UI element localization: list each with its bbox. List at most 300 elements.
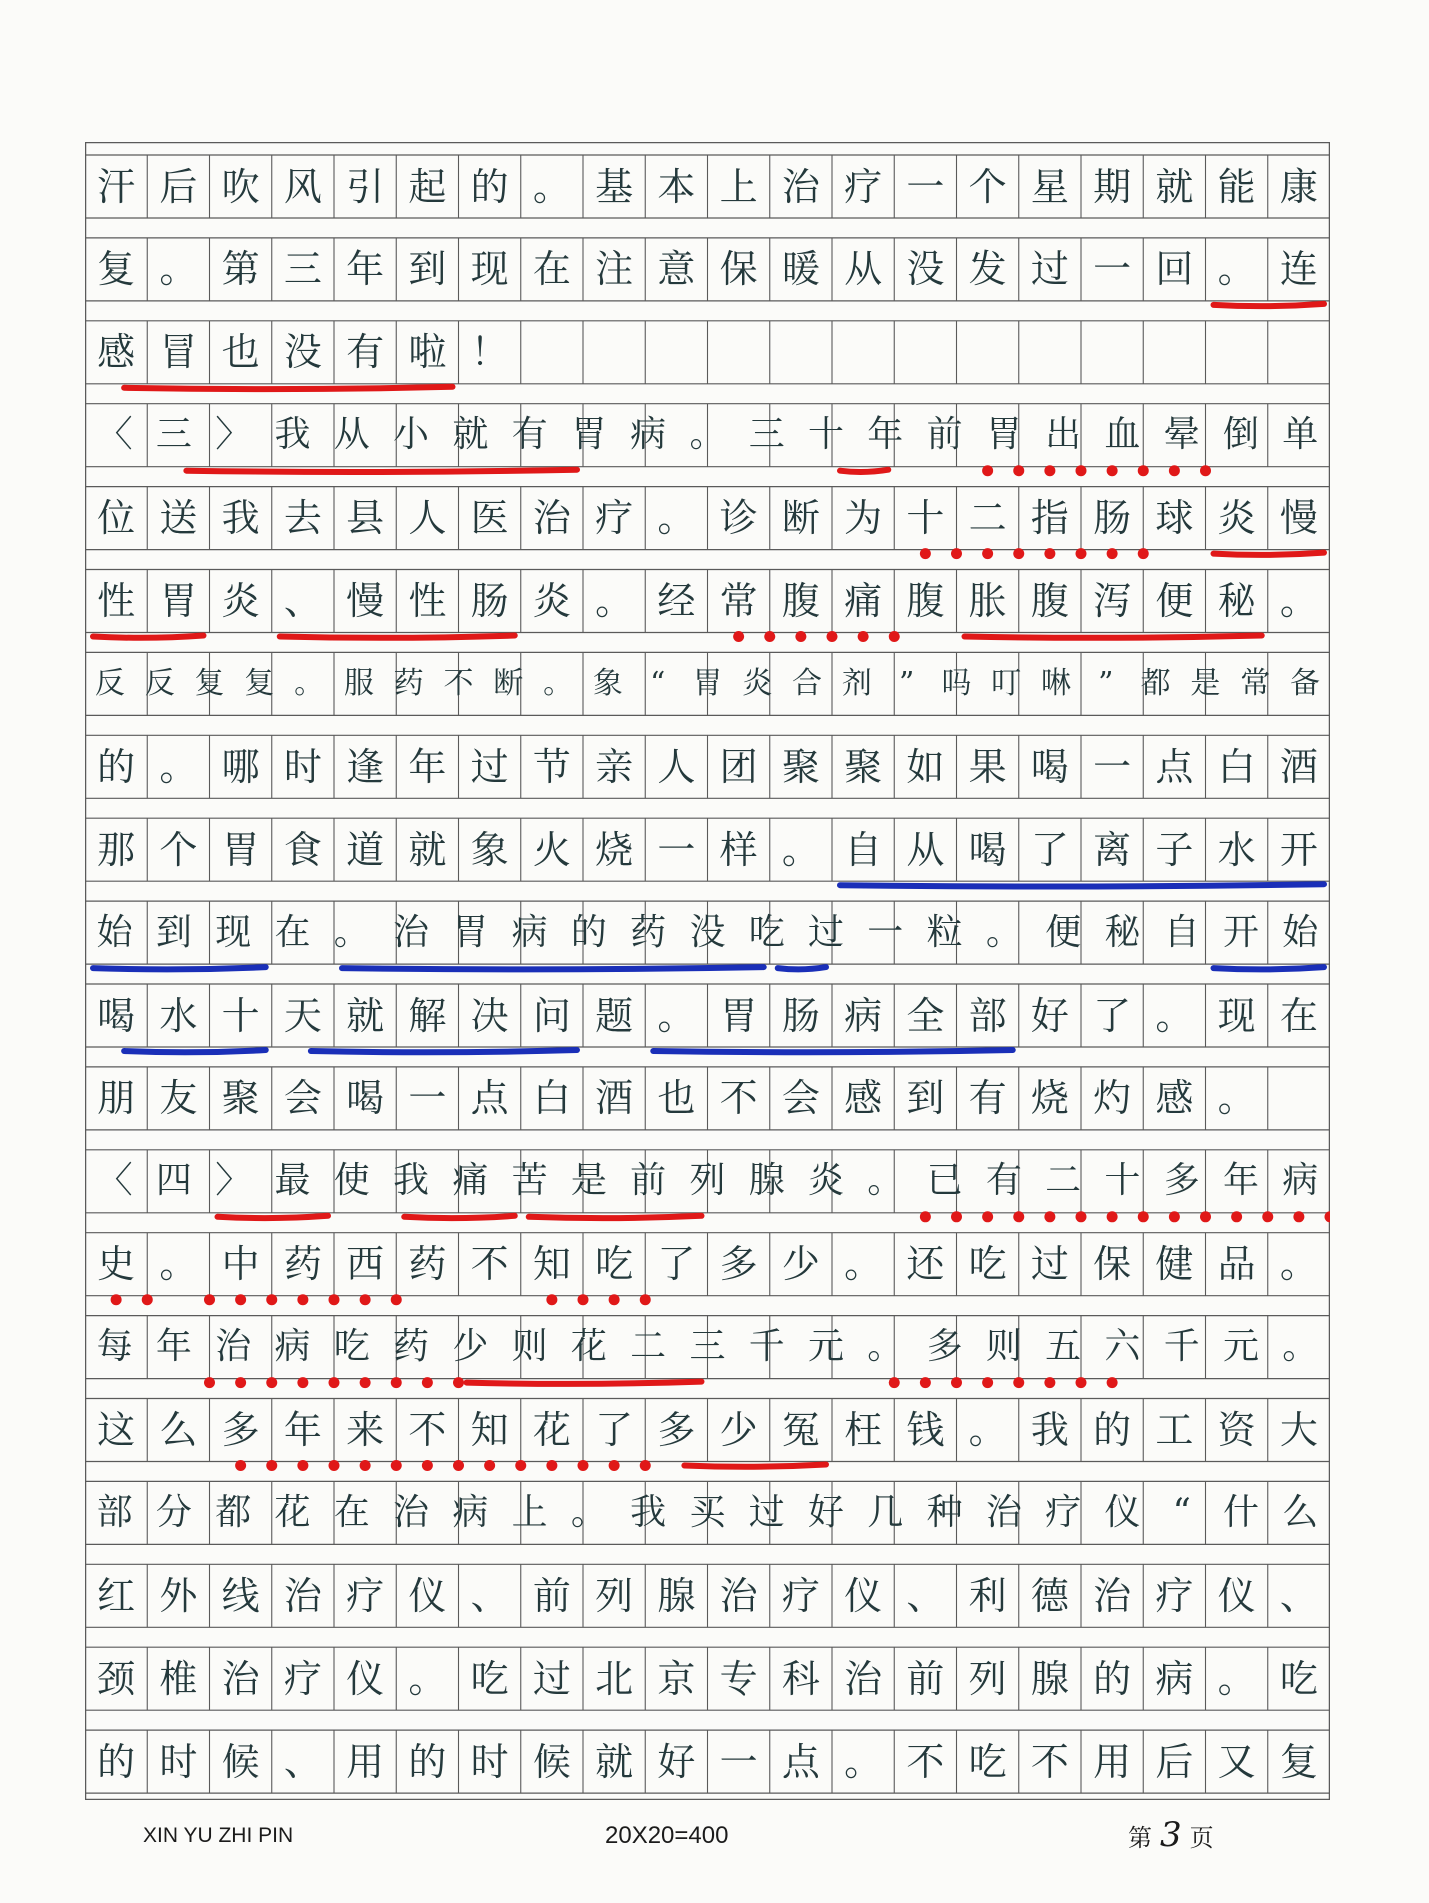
character-cell: 〉 xyxy=(215,1160,252,1202)
character-cell: “ xyxy=(649,665,666,701)
character-cell: 药 xyxy=(283,1242,322,1287)
character-cell: 、 xyxy=(906,1573,945,1618)
character-cell: 火 xyxy=(532,827,571,872)
character-cell: 钱 xyxy=(906,1408,945,1452)
character-cell: 去 xyxy=(283,496,322,541)
character-cell: 不 xyxy=(408,1408,447,1452)
character-cell: 、 xyxy=(283,579,322,623)
character-cell: 治 xyxy=(215,1326,252,1368)
character-cell: 吃 xyxy=(595,1242,634,1287)
character-cell: 少 xyxy=(781,1242,820,1287)
manuscript-sheet xyxy=(85,142,1330,1800)
page-prefix: 第 xyxy=(1128,1824,1152,1852)
text-row xyxy=(85,652,1330,715)
character-cell: 炎 xyxy=(1217,496,1256,541)
character-cell: ！ xyxy=(470,330,509,375)
character-cell: 从 xyxy=(906,827,945,872)
character-cell: 三 xyxy=(689,1326,726,1368)
character-cell: 不 xyxy=(906,1739,945,1784)
character-cell: 朋 xyxy=(97,1076,136,1121)
character-cell: 白 xyxy=(532,1076,571,1121)
character-cell: 离 xyxy=(1093,827,1132,872)
character-cell: 。 xyxy=(1279,579,1318,623)
character-cell: 肠 xyxy=(1093,496,1132,541)
character-cell: 则 xyxy=(985,1326,1022,1368)
character-cell: 。 xyxy=(294,665,325,701)
character-cell: 。 xyxy=(333,911,370,953)
character-cell: 过 xyxy=(532,1656,571,1701)
character-cell: 前 xyxy=(906,1656,945,1701)
character-cell: 。 xyxy=(159,744,198,789)
character-cell: 是 xyxy=(1190,665,1221,701)
character-cell: 买 xyxy=(689,1491,726,1533)
character-cell: 胃 xyxy=(221,827,260,872)
character-cell: 的 xyxy=(470,164,509,209)
character-cell: 又 xyxy=(1217,1739,1256,1784)
character-cell: 药 xyxy=(393,1326,430,1368)
character-cell: 秘 xyxy=(1217,579,1256,623)
text-row xyxy=(85,1233,1330,1296)
character-cell: 分 xyxy=(155,1491,192,1533)
character-cell: 的 xyxy=(570,911,607,953)
character-cell: 什 xyxy=(1222,1491,1259,1533)
character-cell: 。 xyxy=(844,1242,883,1287)
character-cell: 治 xyxy=(719,1573,758,1618)
character-cell: 从 xyxy=(844,247,883,292)
character-cell: 利 xyxy=(968,1573,1007,1618)
character-cell: 节 xyxy=(532,744,571,789)
character-cell: 。 xyxy=(867,1160,904,1202)
character-cell: 现 xyxy=(215,911,252,953)
character-cell: 的 xyxy=(97,744,136,789)
text-row xyxy=(85,1730,1330,1793)
character-cell: 枉 xyxy=(844,1408,883,1452)
character-cell: 有 xyxy=(985,1160,1022,1202)
character-cell: 了 xyxy=(1093,993,1132,1038)
character-cell: 。 xyxy=(532,164,571,209)
character-cell: 治 xyxy=(283,1573,322,1618)
character-cell: 哪 xyxy=(221,744,260,789)
character-cell: 断 xyxy=(781,496,820,541)
character-cell: 少 xyxy=(719,1408,758,1452)
character-cell: 最 xyxy=(274,1160,311,1202)
character-cell: 这 xyxy=(97,1408,136,1452)
character-cell: 的 xyxy=(1093,1656,1132,1701)
character-cell: 。 xyxy=(1217,1656,1256,1701)
character-cell: 病 xyxy=(1282,1160,1319,1202)
character-cell: 年 xyxy=(346,247,385,292)
character-cell: 年 xyxy=(867,414,904,456)
character-cell: 年 xyxy=(408,744,447,789)
character-cell: 不 xyxy=(443,665,474,701)
text-row xyxy=(85,155,1330,218)
character-cell: 没 xyxy=(689,911,726,953)
character-cell: 后 xyxy=(159,164,198,209)
character-cell: 就 xyxy=(452,414,489,456)
character-cell: 炎 xyxy=(742,665,773,701)
character-cell: 球 xyxy=(1155,496,1194,541)
character-cell: 来 xyxy=(346,1408,385,1452)
character-cell: 能 xyxy=(1217,164,1256,209)
character-cell: 注 xyxy=(595,247,634,292)
character-cell: 红 xyxy=(97,1573,136,1618)
character-cell: 。 xyxy=(867,1326,904,1368)
character-cell: 治 xyxy=(393,911,430,953)
text-row xyxy=(85,901,1330,964)
character-cell: 白 xyxy=(1217,744,1256,789)
character-cell: 剂 xyxy=(841,665,872,701)
character-cell: 也 xyxy=(221,330,260,375)
character-cell: 点 xyxy=(470,1076,509,1121)
text-row xyxy=(85,321,1330,384)
character-cell: 了 xyxy=(595,1408,634,1452)
character-cell: 、 xyxy=(283,1739,322,1784)
text-row xyxy=(85,487,1330,550)
character-cell: 种 xyxy=(926,1491,963,1533)
character-cell: 吗 xyxy=(941,665,972,701)
character-cell: 烧 xyxy=(595,827,634,872)
character-cell: 有 xyxy=(511,414,548,456)
character-cell: 还 xyxy=(906,1242,945,1287)
character-cell: 腹 xyxy=(1030,579,1069,623)
character-cell: 啦 xyxy=(408,330,447,375)
character-cell: 列 xyxy=(689,1160,726,1202)
character-cell: 个 xyxy=(968,164,1007,209)
character-cell: 诊 xyxy=(719,496,758,541)
character-cell: 专 xyxy=(719,1656,758,1701)
character-cell: 反 xyxy=(144,665,175,701)
character-cell: 喝 xyxy=(97,993,136,1038)
character-cell: 吃 xyxy=(968,1242,1007,1287)
character-cell: 始 xyxy=(96,911,133,953)
character-cell: 开 xyxy=(1222,911,1259,953)
character-cell: 了 xyxy=(1030,827,1069,872)
character-cell: 就 xyxy=(595,1739,634,1784)
character-cell: 位 xyxy=(97,496,136,541)
character-cell: 好 xyxy=(657,1739,696,1784)
character-cell: 炎 xyxy=(532,579,571,623)
character-cell: 病 xyxy=(274,1326,311,1368)
character-cell: 〉 xyxy=(215,414,252,456)
character-cell: 血 xyxy=(1104,414,1141,456)
character-cell: 就 xyxy=(346,993,385,1038)
character-cell: 冒 xyxy=(159,330,198,375)
character-cell: 晕 xyxy=(1163,414,1200,456)
character-cell: 粒 xyxy=(926,911,963,953)
text-row xyxy=(85,735,1330,798)
character-cell: 复 xyxy=(97,247,136,292)
character-cell: 聚 xyxy=(221,1076,260,1121)
character-cell: 决 xyxy=(470,993,509,1038)
character-cell: 果 xyxy=(968,744,1007,789)
character-cell: 便 xyxy=(1045,911,1082,953)
character-cell: 吃 xyxy=(968,1739,1007,1784)
footer-grid-size: 20X20=400 xyxy=(605,1822,729,1849)
character-cell: 叮 xyxy=(991,665,1022,701)
character-cell: 小 xyxy=(393,414,430,456)
character-cell: 胃 xyxy=(570,414,607,456)
character-cell: 感 xyxy=(97,330,136,375)
character-cell: ” xyxy=(898,665,915,701)
character-cell: 〈 xyxy=(96,1160,133,1202)
handwritten-text xyxy=(85,142,1330,1800)
page-suffix: 页 xyxy=(1189,1824,1214,1852)
character-cell: 基 xyxy=(595,164,634,209)
character-cell: 。 xyxy=(689,414,726,456)
character-cell: 全 xyxy=(906,993,945,1038)
character-cell: 。 xyxy=(408,1656,447,1701)
character-cell: 健 xyxy=(1155,1242,1194,1287)
character-cell: 我 xyxy=(274,414,311,456)
text-row xyxy=(85,238,1330,301)
character-cell: 那 xyxy=(97,827,136,872)
character-cell: 十 xyxy=(1104,1160,1141,1202)
character-cell: 是 xyxy=(570,1160,607,1202)
character-cell: 仪 xyxy=(1104,1491,1141,1533)
character-cell: 食 xyxy=(283,827,322,872)
character-cell: 出 xyxy=(1045,414,1082,456)
character-cell: 吃 xyxy=(748,911,785,953)
character-cell: 亲 xyxy=(595,744,634,789)
character-cell: 前 xyxy=(532,1573,571,1618)
text-row xyxy=(85,1067,1330,1130)
character-cell: 五 xyxy=(1045,1326,1082,1368)
character-cell: 有 xyxy=(346,330,385,375)
character-cell: 胃 xyxy=(452,911,489,953)
character-cell: 痛 xyxy=(452,1160,489,1202)
character-cell: 疗 xyxy=(844,164,883,209)
character-cell: 自 xyxy=(844,827,883,872)
character-cell: 不 xyxy=(719,1076,758,1121)
character-cell: 解 xyxy=(408,993,447,1038)
character-cell: 仪 xyxy=(844,1573,883,1618)
character-cell: 人 xyxy=(657,744,696,789)
character-cell: 啉 xyxy=(1041,665,1072,701)
character-cell: 没 xyxy=(283,330,322,375)
character-cell: 四 xyxy=(155,1160,192,1202)
character-cell: 酒 xyxy=(595,1076,634,1121)
character-cell: 我 xyxy=(221,496,260,541)
character-cell: 时 xyxy=(283,744,322,789)
character-cell: 。 xyxy=(781,827,820,872)
character-cell: 多 xyxy=(657,1408,696,1452)
character-cell: 吃 xyxy=(1279,1656,1318,1701)
character-cell: 十 xyxy=(221,993,260,1038)
character-cell: 则 xyxy=(511,1326,548,1368)
text-row xyxy=(85,1647,1330,1710)
character-cell: 烧 xyxy=(1030,1076,1069,1121)
character-cell: 疗 xyxy=(595,496,634,541)
character-cell: 十 xyxy=(906,496,945,541)
character-cell: 期 xyxy=(1093,164,1132,209)
character-cell: 水 xyxy=(159,993,198,1038)
character-cell: 喝 xyxy=(346,1076,385,1121)
character-cell: 一 xyxy=(906,164,945,209)
character-cell: 秘 xyxy=(1104,911,1141,953)
character-cell: 保 xyxy=(1093,1242,1132,1287)
character-cell: 病 xyxy=(1155,1656,1194,1701)
character-cell: 性 xyxy=(408,579,447,623)
character-cell: 友 xyxy=(159,1076,198,1121)
character-cell: 治 xyxy=(532,496,571,541)
character-cell: 治 xyxy=(1093,1573,1132,1618)
character-cell: 花 xyxy=(274,1491,311,1533)
character-cell: 喝 xyxy=(1030,744,1069,789)
character-cell: 品 xyxy=(1217,1242,1256,1287)
character-cell: 花 xyxy=(532,1408,571,1452)
character-cell: 病 xyxy=(511,911,548,953)
character-cell: 感 xyxy=(844,1076,883,1121)
character-cell: 吃 xyxy=(470,1656,509,1701)
character-cell: 断 xyxy=(493,665,524,701)
character-cell: 指 xyxy=(1030,496,1069,541)
character-cell: 在 xyxy=(1279,993,1318,1038)
character-cell: 第 xyxy=(221,247,260,292)
character-cell: 复 xyxy=(244,665,275,701)
character-cell: 合 xyxy=(792,665,823,701)
character-cell: 多 xyxy=(1163,1160,1200,1202)
character-cell: 人 xyxy=(408,496,447,541)
character-cell: 点 xyxy=(781,1739,820,1784)
character-cell: 好 xyxy=(1030,993,1069,1038)
character-cell: 性 xyxy=(97,579,136,623)
character-cell: 元 xyxy=(1222,1326,1259,1368)
character-cell: 么 xyxy=(1282,1491,1319,1533)
character-cell: 后 xyxy=(1155,1739,1194,1784)
character-cell: 。 xyxy=(844,1739,883,1784)
character-cell: 部 xyxy=(968,993,1007,1038)
character-cell: 年 xyxy=(283,1408,322,1452)
character-cell: 上 xyxy=(719,164,758,209)
character-cell: 仪 xyxy=(346,1656,385,1701)
character-cell: 痛 xyxy=(844,579,883,623)
character-cell: 六 xyxy=(1104,1326,1141,1368)
character-cell: 的 xyxy=(97,1739,136,1784)
character-cell: 会 xyxy=(283,1076,322,1121)
character-cell: 常 xyxy=(719,579,758,623)
character-cell: 问 xyxy=(532,993,571,1038)
character-cell: 有 xyxy=(968,1076,1007,1121)
character-cell: 回 xyxy=(1155,247,1194,292)
character-cell: 几 xyxy=(867,1491,904,1533)
character-cell: 一 xyxy=(1093,744,1132,789)
character-cell: 就 xyxy=(1155,164,1194,209)
character-cell: 少 xyxy=(452,1326,489,1368)
character-cell: 风 xyxy=(283,164,322,209)
character-cell: 好 xyxy=(808,1491,845,1533)
character-cell: 年 xyxy=(1222,1160,1259,1202)
footer-page-number xyxy=(1128,1815,1214,1855)
character-cell: 一 xyxy=(408,1076,447,1121)
character-cell: 已 xyxy=(926,1160,963,1202)
character-cell: 始 xyxy=(1282,911,1319,953)
character-cell: 。 xyxy=(985,911,1022,953)
character-cell: 中 xyxy=(221,1242,260,1287)
character-cell: 治 xyxy=(844,1656,883,1701)
character-cell: 康 xyxy=(1279,164,1318,209)
character-cell: 倒 xyxy=(1222,414,1259,456)
character-cell: 连 xyxy=(1279,247,1318,292)
character-cell: 花 xyxy=(570,1326,607,1368)
character-cell: 慢 xyxy=(1279,496,1318,541)
text-row xyxy=(85,984,1330,1047)
character-cell: 二 xyxy=(630,1326,667,1368)
character-cell: 。 xyxy=(570,1491,607,1533)
character-cell: 我 xyxy=(1030,1408,1069,1452)
character-cell: 感 xyxy=(1155,1076,1194,1121)
character-cell: 三 xyxy=(748,414,785,456)
character-cell: 炎 xyxy=(221,579,260,623)
character-cell: 胀 xyxy=(968,579,1007,623)
character-cell: 胃 xyxy=(159,579,198,623)
text-row xyxy=(85,404,1330,467)
character-cell: 的 xyxy=(1093,1408,1132,1452)
character-cell: 、 xyxy=(1279,1573,1318,1618)
character-cell: 意 xyxy=(657,247,696,292)
character-cell: 前 xyxy=(926,414,963,456)
character-cell: 腹 xyxy=(781,579,820,623)
character-cell: 疗 xyxy=(346,1573,385,1618)
character-cell: 过 xyxy=(1030,1242,1069,1287)
character-cell: 慢 xyxy=(346,579,385,623)
character-cell: 子 xyxy=(1155,827,1194,872)
character-cell: ” xyxy=(1098,665,1114,701)
character-cell: 胃 xyxy=(985,414,1022,456)
character-cell: 都 xyxy=(1140,665,1171,701)
character-cell: 引 xyxy=(346,164,385,209)
character-cell: 医 xyxy=(470,496,509,541)
character-cell: 团 xyxy=(719,744,758,789)
character-cell: 知 xyxy=(532,1242,571,1287)
character-cell: 现 xyxy=(1217,993,1256,1038)
character-cell: 多 xyxy=(221,1408,260,1452)
character-cell: 候 xyxy=(221,1739,260,1784)
character-cell: 大 xyxy=(1279,1408,1318,1452)
character-cell: 酒 xyxy=(1279,744,1318,789)
character-cell: 年 xyxy=(155,1326,192,1368)
character-cell: 反 xyxy=(94,665,125,701)
character-cell: 。 xyxy=(1217,1076,1256,1121)
character-cell: 千 xyxy=(748,1326,785,1368)
character-cell: 二 xyxy=(1045,1160,1082,1202)
character-cell: 德 xyxy=(1030,1573,1069,1618)
text-row xyxy=(85,1316,1330,1379)
character-cell: 现 xyxy=(470,247,509,292)
character-cell: 治 xyxy=(393,1491,430,1533)
character-cell: 外 xyxy=(159,1573,198,1618)
character-cell: 腺 xyxy=(1030,1656,1069,1701)
character-cell: 从 xyxy=(333,414,370,456)
character-cell: 三 xyxy=(283,247,322,292)
character-cell: 候 xyxy=(532,1739,571,1784)
character-cell: 腹 xyxy=(906,579,945,623)
character-cell: 治 xyxy=(221,1656,260,1701)
character-cell: 胃 xyxy=(719,993,758,1038)
character-cell: 经 xyxy=(657,579,696,623)
character-cell: 没 xyxy=(906,247,945,292)
character-cell: 史 xyxy=(97,1242,136,1287)
character-cell: 元 xyxy=(808,1326,845,1368)
character-cell: 起 xyxy=(408,164,447,209)
character-cell: 样 xyxy=(719,827,758,872)
page-number: 3 xyxy=(1160,1815,1182,1855)
character-cell: 〈 xyxy=(96,414,133,456)
character-cell: 象 xyxy=(592,665,623,701)
character-cell: 椎 xyxy=(159,1656,198,1701)
character-cell: 常 xyxy=(1240,665,1271,701)
character-cell: 聚 xyxy=(844,744,883,789)
character-cell: 就 xyxy=(408,827,447,872)
